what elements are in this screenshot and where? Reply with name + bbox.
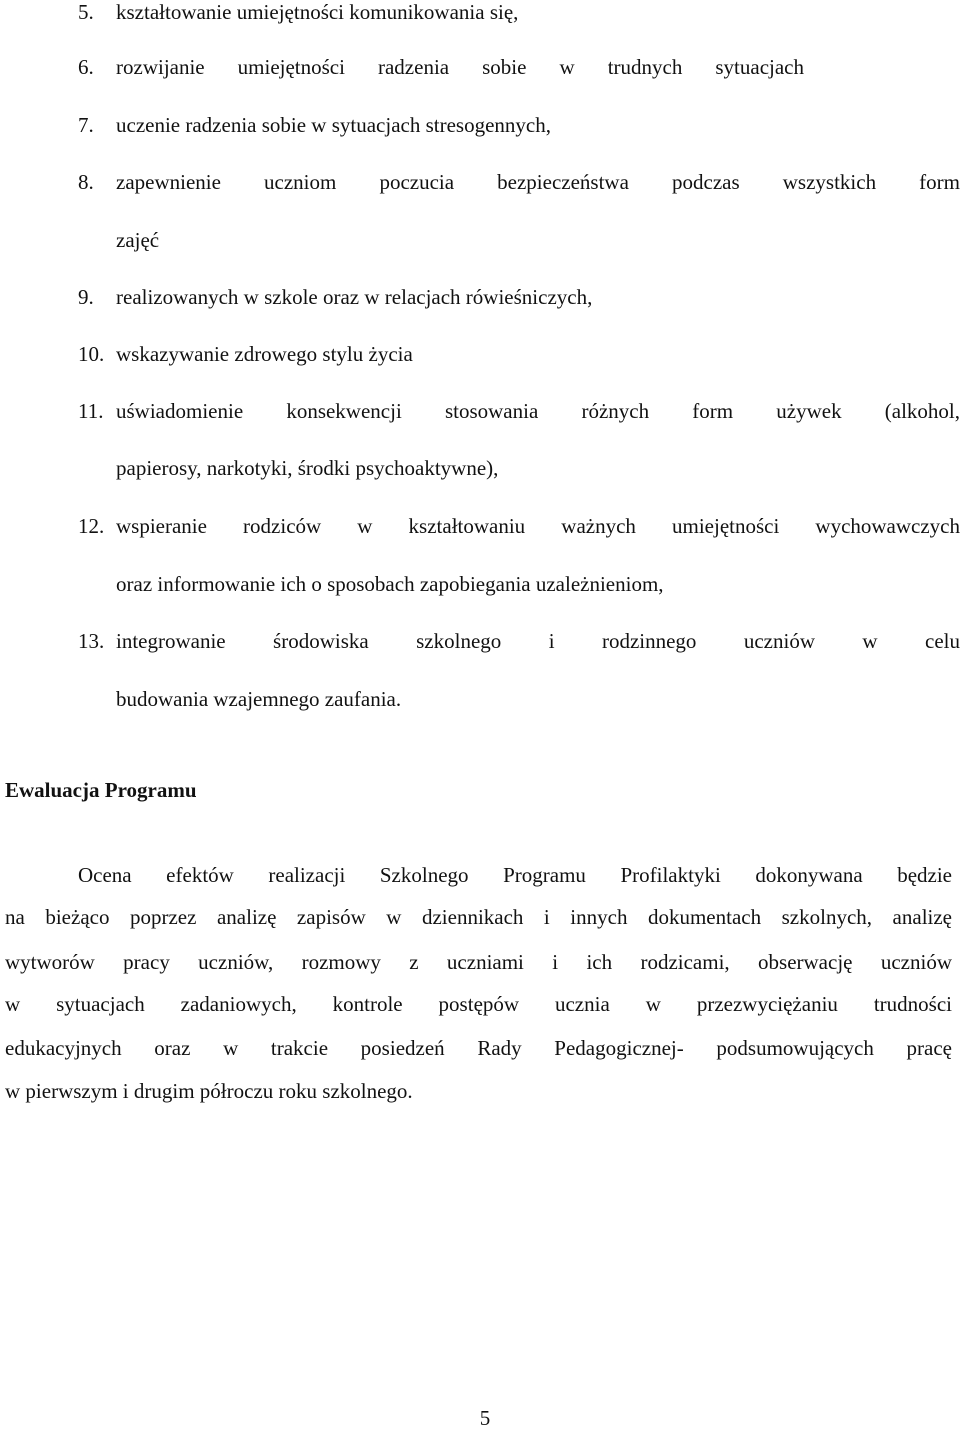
- list-item-text: uświadomienie konsekwencji stosowania różnych form używek (alkohol,: [116, 399, 960, 423]
- list-item-text: wskazywanie zdrowego stylu życia: [116, 342, 413, 366]
- list-item-text-continuation: oraz informowanie ich o sposobach zapobiegania uzależnieniom,: [116, 572, 664, 596]
- list-item-text: wspieranie rodziców w kształtowaniu ważnych umiejętności wychowawczych: [116, 514, 960, 538]
- paragraph-line: Ocena efektów realizacji Szkolnego Programu Profilaktyki dokonywana będzie: [78, 863, 952, 887]
- list-item-number: 9.: [78, 285, 94, 309]
- list-item-number: 13.: [78, 629, 105, 653]
- list-item-text-continuation: budowania wzajemnego zaufania.: [116, 687, 402, 711]
- list-item-number: 8.: [78, 170, 94, 194]
- paragraph-line: w pierwszym i drugim półroczu roku szkolnego.: [5, 1079, 413, 1103]
- paragraph-line: edukacyjnych oraz w trakcie posiedzeń Rady Pedagogicznej- podsumowujących pracę: [5, 1036, 952, 1060]
- list-item-number: 6.: [78, 55, 94, 79]
- list-item-number: 5.: [78, 0, 94, 24]
- section-heading: Ewaluacja Programu: [5, 778, 197, 802]
- page-number: 5: [479, 1406, 491, 1430]
- list-item-number: 12.: [78, 514, 105, 538]
- list-item-number: 7.: [78, 113, 94, 137]
- list-item-text-continuation: zajęć: [116, 228, 160, 252]
- list-item-number: 10.: [78, 342, 105, 366]
- list-item-number: 11.: [78, 399, 104, 423]
- list-item-text-continuation: papierosy, narkotyki, środki psychoaktywne),: [116, 456, 499, 480]
- list-item-text: kształtowanie umiejętności komunikowania się,: [116, 0, 519, 24]
- list-item-text: zapewnienie uczniom poczucia bezpieczeństwa podczas wszystkich form: [116, 170, 960, 194]
- paragraph-line: w sytuacjach zadaniowych, kontrole postępów ucznia w przezwyciężaniu trudności: [5, 992, 952, 1016]
- paragraph-line: wytworów pracy uczniów, rozmowy z uczniami i ich rodzicami, obserwację uczniów: [5, 950, 952, 974]
- list-item-text: rozwijanie umiejętności radzenia sobie w trudnych sytuacjach: [116, 55, 804, 79]
- list-item-text: integrowanie środowiska szkolnego i rodzinnego uczniów w celu: [116, 629, 960, 653]
- list-item-text: realizowanych w szkole oraz w relacjach rówieśniczych,: [116, 285, 593, 309]
- list-item-text: uczenie radzenia sobie w sytuacjach stresogennych,: [116, 113, 551, 137]
- paragraph-line: na bieżąco poprzez analizę zapisów w dziennikach i innych dokumentach szkolnych, analizę: [5, 905, 952, 929]
